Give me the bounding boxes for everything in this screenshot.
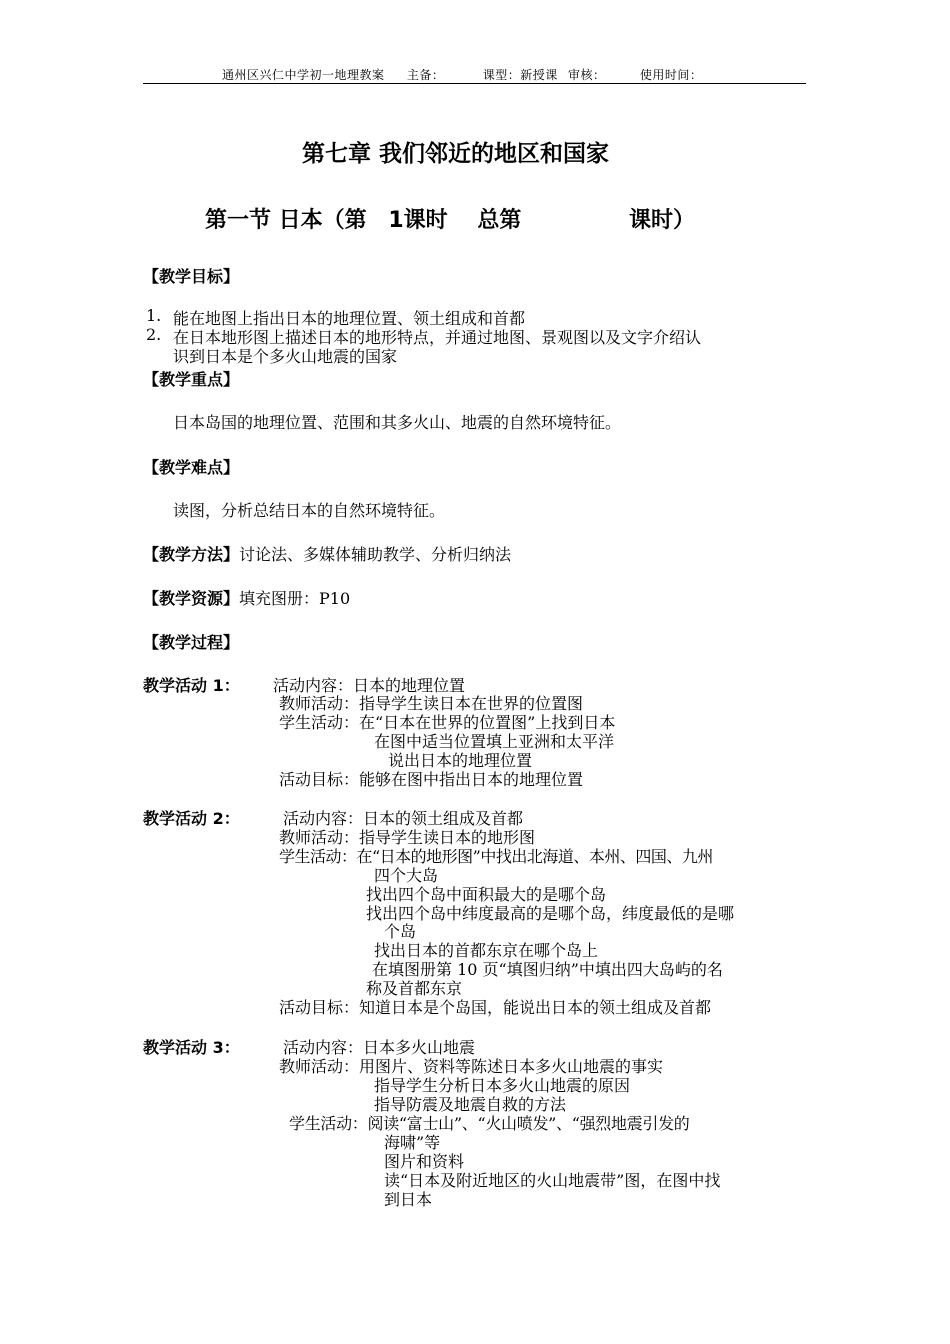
key-points-text: 日本岛国的地理位置、范围和其多火山、地震的自然环境特征。 xyxy=(173,413,622,432)
methods-text: 讨论法、多媒体辅助教学、分析归纳法 xyxy=(239,545,512,564)
activity3-line-2: 教师活动：用图片、资料等陈述日本多火山地震的事实 xyxy=(279,1057,664,1076)
activity3-line-5: 学生活动：阅读“富士山”、“火山喷发”、“强烈地震引发的 xyxy=(289,1114,690,1133)
activity3-line-7: 图片和资料 xyxy=(384,1152,465,1171)
activity1-line-6: 活动目标：能够在图中指出日本的地理位置 xyxy=(279,770,584,789)
activity2-line-6: 找出四个岛中纬度最高的是哪个岛，纬度最低的是哪 xyxy=(366,904,735,923)
objective-2-num: 2. xyxy=(146,325,162,344)
activity3-line-8: 读“日本及附近地区的火山地震带”图，在图中找 xyxy=(384,1171,721,1190)
activity2-line-4: 四个大岛 xyxy=(374,866,439,885)
activity2-line-5: 找出四个岛中面积最大的是哪个岛 xyxy=(366,885,607,904)
difficulties-heading: 【教学难点】 xyxy=(143,458,240,477)
activity3-line-9: 到日本 xyxy=(384,1190,433,1209)
resources-row xyxy=(143,586,350,609)
activity2-line-9: 在填图册第 10 页“填图归纳”中填出四大岛屿的名 xyxy=(372,960,723,979)
header-divider xyxy=(143,83,806,84)
activity2-label: 教学活动 2： xyxy=(143,809,240,828)
activity2-line-3: 学生活动：在“日本的地形图”中找出北海道、本州、四国、九州 xyxy=(279,847,713,866)
section-title-part3: 总第 xyxy=(477,208,522,233)
difficulties-text: 读图，分析总结日本的自然环境特征。 xyxy=(173,501,446,520)
section-title-part1: 第一节 日本（第 xyxy=(205,208,367,233)
section-title xyxy=(205,203,695,234)
activity1-line-1: 活动内容：日本的地理位置 xyxy=(273,676,466,695)
header-preparer: 主备： xyxy=(406,68,445,82)
objective-1-text: 能在地图上指出日本的地理位置、领土组成和首都 xyxy=(173,309,526,328)
activity2-line-11: 活动目标：知道日本是个岛国，能说出日本的领土组成及首都 xyxy=(279,998,712,1017)
activity3-line-6: 海啸”等 xyxy=(384,1133,441,1152)
objective-1-num: 1. xyxy=(146,306,162,325)
activity2-line-1: 活动内容：日本的领土组成及首都 xyxy=(283,809,524,828)
objective-2-text-cont: 识到日本是个多火山地震的国家 xyxy=(173,347,398,366)
section-title-part4: 课时） xyxy=(629,208,696,233)
activity1-line-2: 教师活动：指导学生读日本在世界的位置图 xyxy=(279,694,584,713)
resources-heading: 【教学资源】 xyxy=(143,589,240,608)
objective-2-text: 在日本地形图上描述日本的地形特点，并通过地图、景观图以及文字介绍认 xyxy=(173,328,702,347)
key-points-heading: 【教学重点】 xyxy=(143,370,240,389)
header-lesson-type: 课型：新授课 xyxy=(482,68,558,82)
section-title-part2: 1课时 xyxy=(388,208,448,233)
chapter-title: 第七章 我们邻近的地区和国家 xyxy=(302,141,610,167)
activity3-label: 教学活动 3： xyxy=(143,1038,240,1057)
activity2-line-10: 称及首都东京 xyxy=(366,979,463,998)
methods-heading: 【教学方法】 xyxy=(143,545,240,564)
header-school: 通州区兴仁中学初一地理教案 xyxy=(222,68,385,82)
activity3-line-1: 活动内容：日本多火山地震 xyxy=(283,1038,476,1057)
activity3-line-3: 指导学生分析日本多火山地震的原因 xyxy=(374,1076,631,1095)
activity1-line-3: 学生活动：在“日本在世界的位置图”上找到日本 xyxy=(279,713,616,732)
activity2-line-7: 个岛 xyxy=(384,922,417,941)
objectives-heading: 【教学目标】 xyxy=(143,267,240,286)
page-header xyxy=(222,66,706,83)
header-reviewer: 审核： xyxy=(568,68,606,82)
activity3-line-4: 指导防震及地震自救的方法 xyxy=(374,1095,567,1114)
activity1-line-5: 说出日本的地理位置 xyxy=(388,751,533,770)
activity2-line-2: 教师活动：指导学生读日本的地形图 xyxy=(279,828,536,847)
resources-text: 填充图册：P10 xyxy=(239,589,351,608)
methods-row xyxy=(143,542,511,565)
activity1-line-4: 在图中适当位置填上亚洲和太平洋 xyxy=(374,732,615,751)
process-heading: 【教学过程】 xyxy=(143,633,240,652)
activity1-label: 教学活动 1： xyxy=(143,676,240,695)
header-use-time: 使用时间： xyxy=(639,68,703,82)
activity2-line-8: 找出日本的首都东京在哪个岛上 xyxy=(374,941,599,960)
